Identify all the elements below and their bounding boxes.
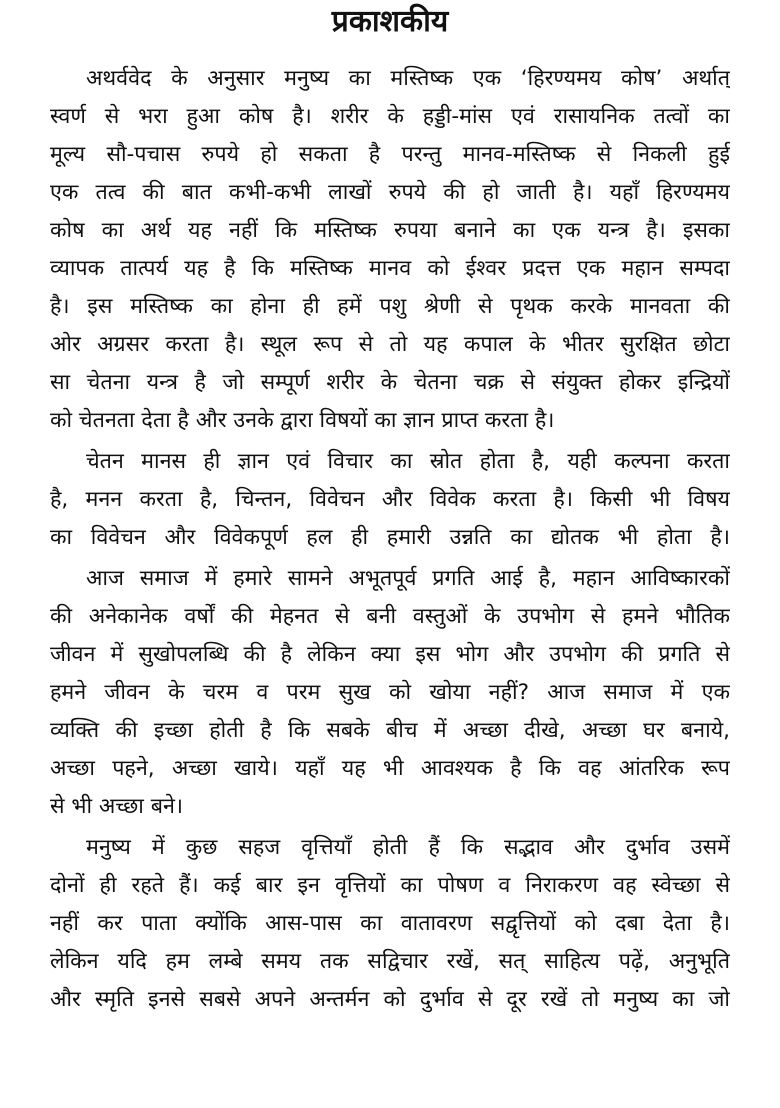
paragraph-4-line-4: लेकिन यदि हम लम्बे समय तक सद्विचार रखें, सत् साहित्य पढ़ें, अनुभूति (50, 949, 730, 974)
paragraph-1-line-8: ओर अग्रसर करता है। स्थूल रूप से तो यह कपाल के भीतर सुरक्षित छोटा (50, 332, 730, 357)
paragraph-1-line-7: है। इस मस्तिष्क का होना ही हमें पशु श्रेणी से पृथक करके मानवता की (50, 294, 730, 319)
paragraph-1-line-5: कोष का अर्थ यह नहीं कि मस्तिष्क रुपया बनाने का एक यन्त्र है। इसका (50, 218, 730, 243)
paragraph-1-line-9: सा चेतना यन्त्र है जो सम्पूर्ण शरीर के चेतना चक्र से संयुक्त होकर इन्द्रियों (50, 370, 730, 395)
paragraph-1-line-4: एक तत्व की बात कभी-कभी लाखों रुपये की हो जाती है। यहाँ हिरण्यमय (50, 180, 730, 205)
paragraph-4-line-5: और स्मृति इनसे सबसे अपने अन्तर्मन को दुर्भाव से दूर रखें तो मनुष्य का जो (50, 987, 730, 1012)
page-title: प्रकाशकीय (331, 4, 449, 39)
paragraph-1-line-2: स्वर्ण से भरा हुआ कोष है। शरीर के हड्डी-मांस एवं रासायनिक तत्वों का (50, 104, 730, 129)
paragraph-2-line-2: है, मनन करता है, चिन्तन, विवेचन और विवेक करता है। किसी भी विषय (50, 487, 730, 512)
paragraph-1-line-3: मूल्य सौ-पचास रुपये हो सकता है परन्तु मानव-मस्तिष्क से निकली हुई (50, 142, 730, 167)
paragraph-3-line-2: की अनेकानेक वर्षों की मेहनत से बनी वस्तुओं के उपभोग से हमने भौतिक (50, 604, 730, 629)
paragraph-4-line-1: मनुष्य में कुछ सहज वृत्तियाँ होती हैं कि सद्भाव और दुर्भाव उसमें (86, 835, 730, 860)
paragraph-1-line-1: अथर्ववेद के अनुसार मनुष्य का मस्तिष्क एक ‘हिरण्यमय कोष’ अर्थात् (86, 66, 730, 91)
paragraph-3-line-3: जीवन में सुखोपलब्धि की है लेकिन क्या इस भोग और उपभोग की प्रगति से (50, 642, 730, 667)
paragraph-3-line-5: व्यक्ति की इच्छा होती है कि सबके बीच में अच्छा दीखे, अच्छा घर बनाये, (50, 718, 730, 743)
paragraph-1-line-10: को चेतनता देता है और उनके द्वारा विषयों का ज्ञान प्राप्त करता है। (50, 408, 555, 433)
paragraph-4-line-3: नहीं कर पाता क्योंकि आस-पास का वातावरण सद्वृत्तियों को दबा देता है। (50, 911, 730, 936)
paragraph-1-line-6: व्यापक तात्पर्य यह है कि मस्तिष्क मानव को ईश्वर प्रदत्त एक महान सम्पदा (50, 256, 730, 281)
paragraph-2-line-3: का विवेचन और विवेकपूर्ण हल ही हमारी उन्नति का द्योतक भी होता है। (50, 525, 730, 550)
paragraph-3-line-4: हमने जीवन के चरम व परम सुख को खोया नहीं? आज समाज में एक (50, 680, 730, 705)
paragraph-3-line-7: से भी अच्छा बने। (50, 794, 184, 819)
paragraph-3-line-6: अच्छा पहने, अच्छा खाये। यहाँ यह भी आवश्यक है कि वह आंतरिक रूप (50, 756, 730, 781)
paragraph-4-line-2: दोनों ही रहते हैं। कई बार इन वृत्तियों का पोषण व निराकरण वह स्वेच्छा से (50, 873, 730, 898)
paragraph-2-line-1: चेतन मानस ही ज्ञान एवं विचार का स्रोत होता है, यही कल्पना करता (86, 449, 730, 474)
paragraph-3-line-1: आज समाज में हमारे सामने अभूतपूर्व प्रगति आई है, महान आविष्कारकों (86, 566, 730, 591)
